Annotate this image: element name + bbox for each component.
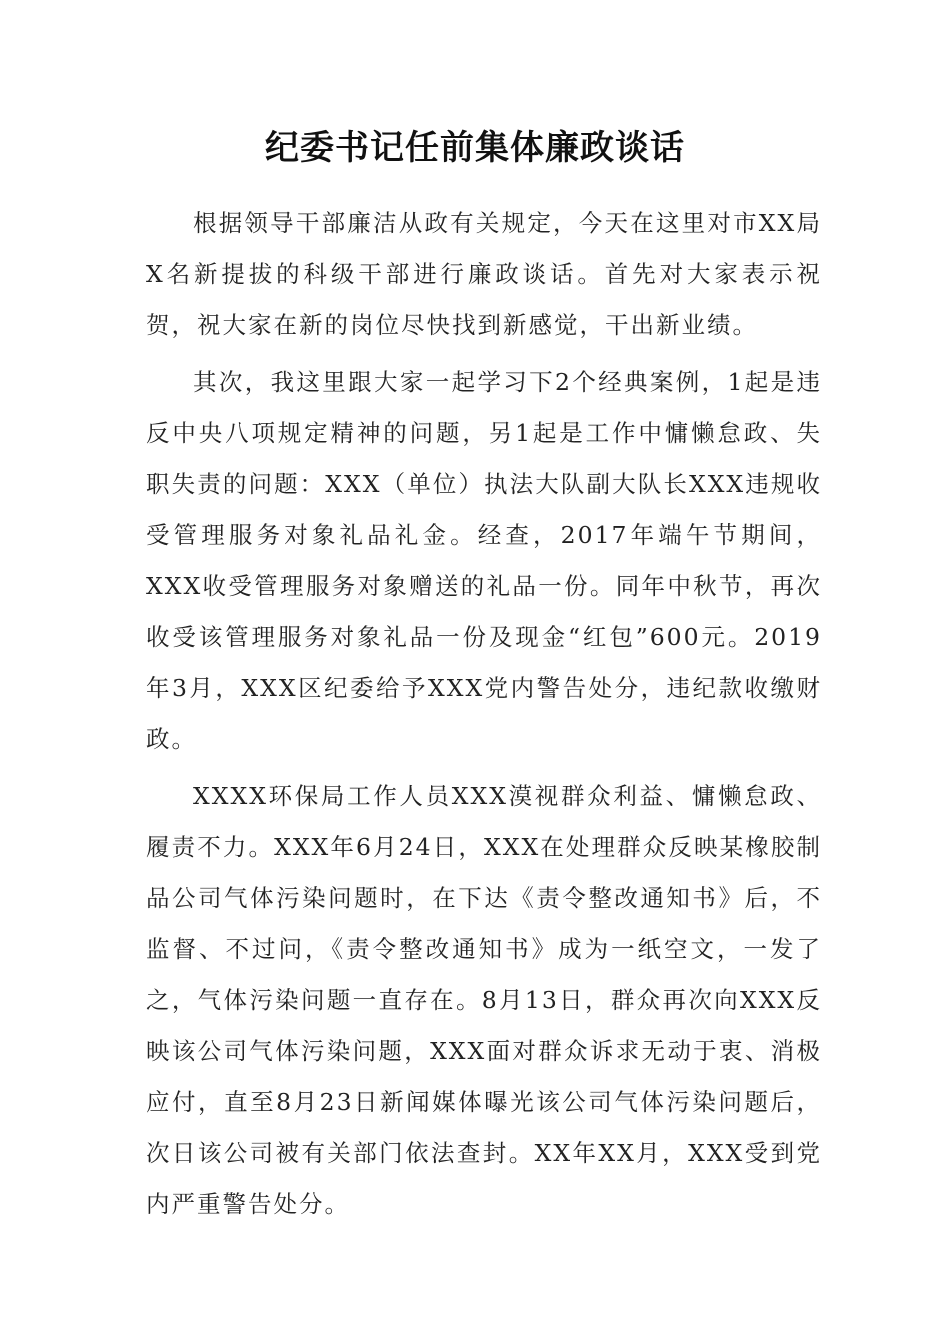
paragraph-intro: 根据领导干部廉洁从政有关规定，今天在这里对市XX局X名新提拔的科级干部进行廉政谈话。首先对大家表示祝贺，祝大家在新的岗位尽快找到新感觉，干出新业绩。 [146, 209, 822, 339]
paragraph-case-two: XXXX环保局工作人员XXX漠视群众利益、慵懒怠政、履责不力。XXX年6月24日，XXX在处理群众反映某橡胶制品公司气体污染问题时，在下达《责令整改通知书》后，不监督、不过问，《责令整改通知书》成为一纸空文，一发了之，气体污染问题一直存在。8月13日，群众再次向XXX反映该公司气体污染问题，XXX面对群众诉求无动于衷、消极应付，直至8月23日新闻媒体曝光该公司气体污染问题后，次日该公司被有关部门依法查封。XX年XX月，XXX受到党内严重警告处分。 [146, 782, 822, 1218]
document-body [146, 198, 822, 1236]
paragraph-case-one: 其次，我这里跟大家一起学习下2个经典案例，1起是违反中央八项规定精神的问题，另1起是工作中慵懒怠政、失职失责的问题：XXX（单位）执法大队副大队长XXX违规收受管理服务对象礼品礼金。经查，2017年端午节期间，XXX收受管理服务对象赠送的礼品一份。同年中秋节，再次收受该管理服务对象礼品一份及现金“红包”600元。2019年3月，XXX区纪委给予XXX党内警告处分，违纪款收缴财政。 [146, 368, 822, 753]
document-title: 纪委书记任前集体廉政谈话 [265, 128, 685, 168]
